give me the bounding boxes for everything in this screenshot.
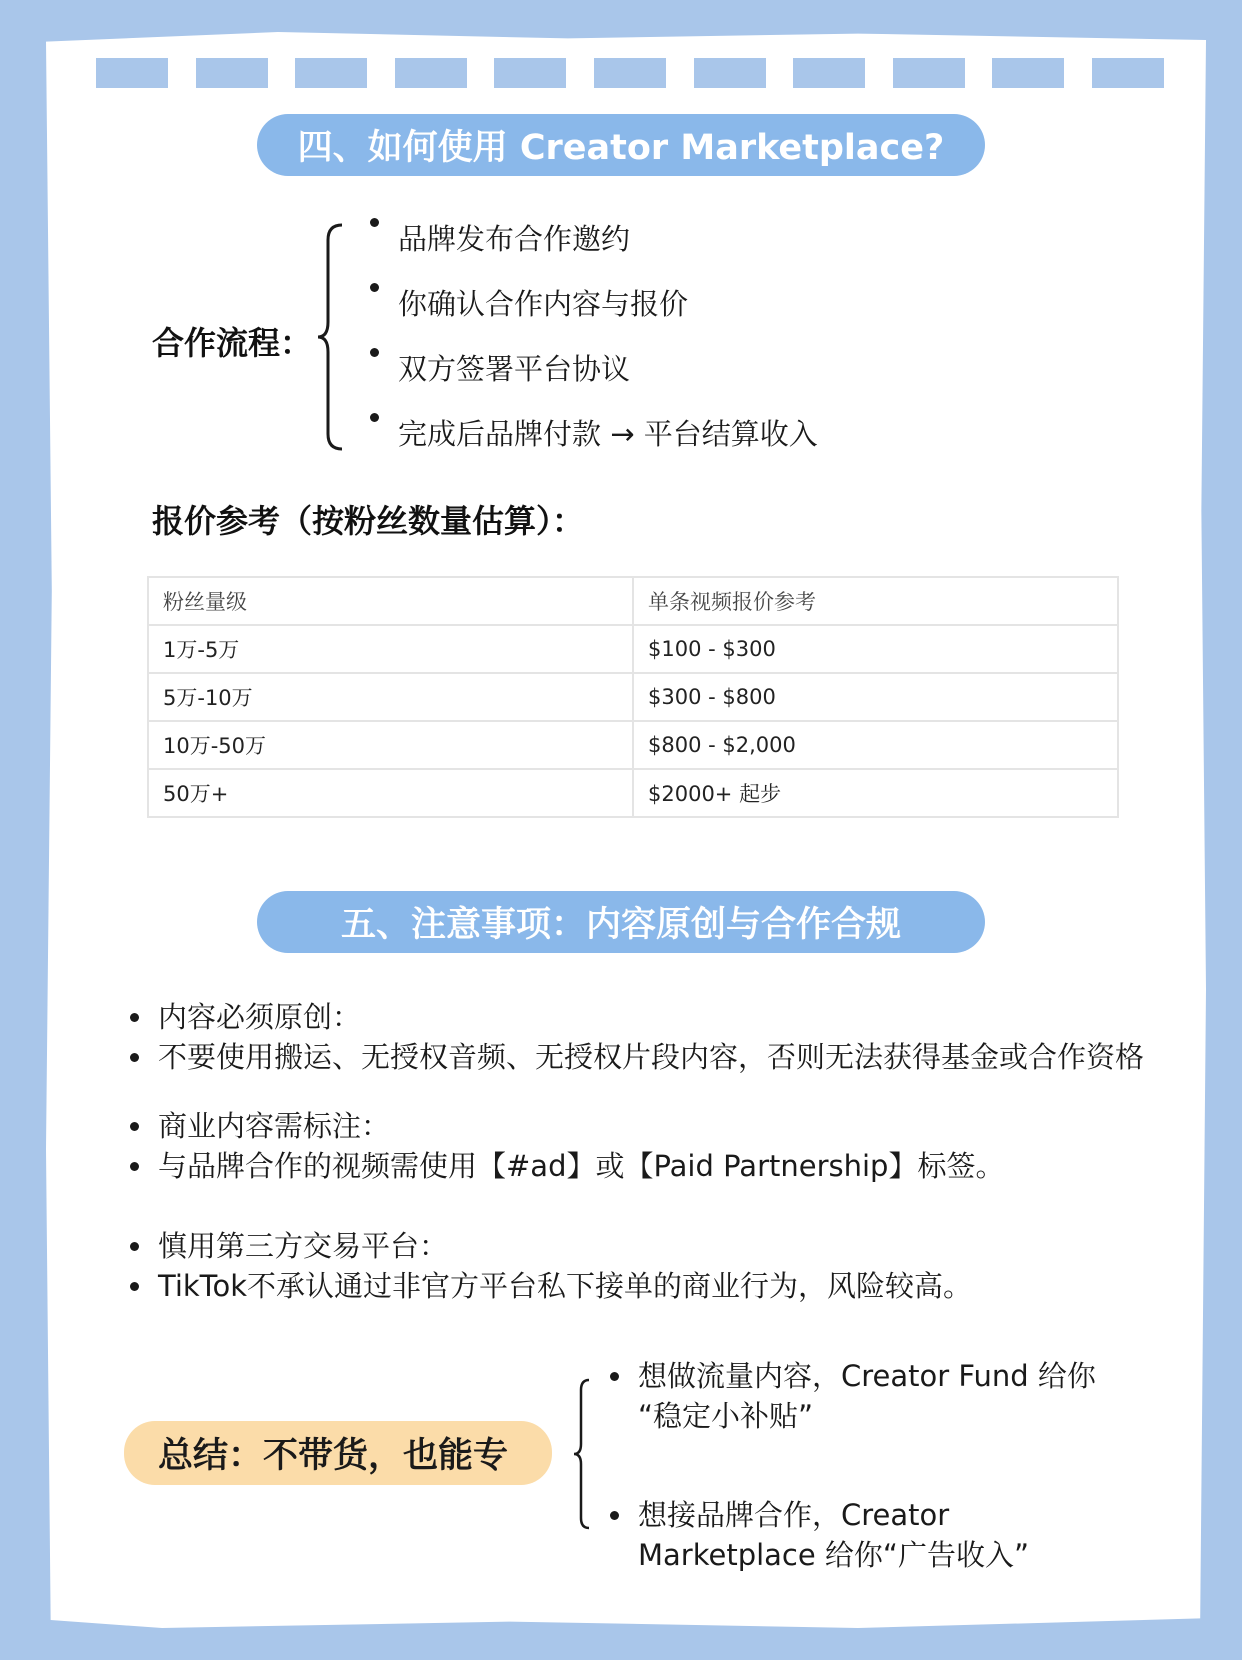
dash (196, 58, 268, 88)
process-steps (368, 218, 818, 478)
dash (96, 58, 168, 88)
table-cell: 1万-5万 (148, 625, 633, 673)
note-item: 内容必须原创： (128, 997, 1144, 1037)
price-table (147, 576, 1119, 818)
table-header-cell: 粉丝量级 (148, 577, 633, 625)
note-item: 慎用第三方交易平台： (128, 1226, 972, 1266)
left-brace-icon (572, 1378, 592, 1530)
table-cell: $800 - $2,000 (633, 721, 1118, 769)
table-cell: 5万-10万 (148, 673, 633, 721)
table-cell: 10万-50万 (148, 721, 633, 769)
dash (694, 58, 766, 88)
process-step: 你确认合作内容与报价 (368, 283, 818, 348)
table-cell: 50万+ (148, 769, 633, 817)
summary-pill (124, 1421, 552, 1485)
note-item: TikTok不承认通过非官方平台私下接单的商业行为，风险较高。 (128, 1266, 972, 1306)
table-row (148, 769, 1118, 817)
table-row (148, 673, 1118, 721)
notes-list-3 (128, 1226, 972, 1306)
note-item: 与品牌合作的视频需使用【#ad】或【Paid Partnership】标签。 (128, 1146, 1004, 1186)
summary-point: 想做流量内容，Creator Fund 给你 “稳定小补贴” (608, 1356, 1096, 1436)
notes-list-1 (128, 997, 1144, 1077)
dash (992, 58, 1064, 88)
process-step: 双方签署平台协议 (368, 348, 818, 413)
price-reference-label: 报价参考（按粉丝数量估算）： (152, 502, 585, 540)
process-label: 合作流程： (152, 324, 313, 362)
table-row (148, 625, 1118, 673)
table-row (148, 721, 1118, 769)
process-step: 完成后品牌付款 → 平台结算收入 (368, 413, 818, 478)
note-item: 商业内容需标注： (128, 1106, 1004, 1146)
section4-title: 四、如何使用 Creator Marketplace? (297, 128, 945, 168)
notes-list-2 (128, 1106, 1004, 1186)
table-cell: $2000+ 起步 (633, 769, 1118, 817)
section5-title: 五、注意事项：内容原创与合作合规 (340, 905, 901, 945)
dash (1092, 58, 1164, 88)
summary-point: 想接品牌合作，Creator Marketplace 给你“广告收入” (608, 1495, 1096, 1575)
decorative-dash-row (96, 58, 1164, 88)
section5-title-pill (257, 891, 985, 953)
note-item: 不要使用搬运、无授权音频、无授权片段内容，否则无法获得基金或合作资格 (128, 1037, 1144, 1077)
dash (295, 58, 367, 88)
table-cell: $100 - $300 (633, 625, 1118, 673)
dash (893, 58, 965, 88)
section4-title-pill (257, 114, 985, 176)
table-header-cell: 单条视频报价参考 (633, 577, 1118, 625)
dash (793, 58, 865, 88)
table-header-row (148, 577, 1118, 625)
dash (395, 58, 467, 88)
process-step: 品牌发布合作邀约 (368, 218, 818, 283)
summary-points (608, 1356, 1096, 1575)
summary-label: 总结：不带货，也能专 (158, 1436, 509, 1476)
table-cell: $300 - $800 (633, 673, 1118, 721)
dash (494, 58, 566, 88)
left-brace-icon (316, 222, 346, 452)
dash (594, 58, 666, 88)
